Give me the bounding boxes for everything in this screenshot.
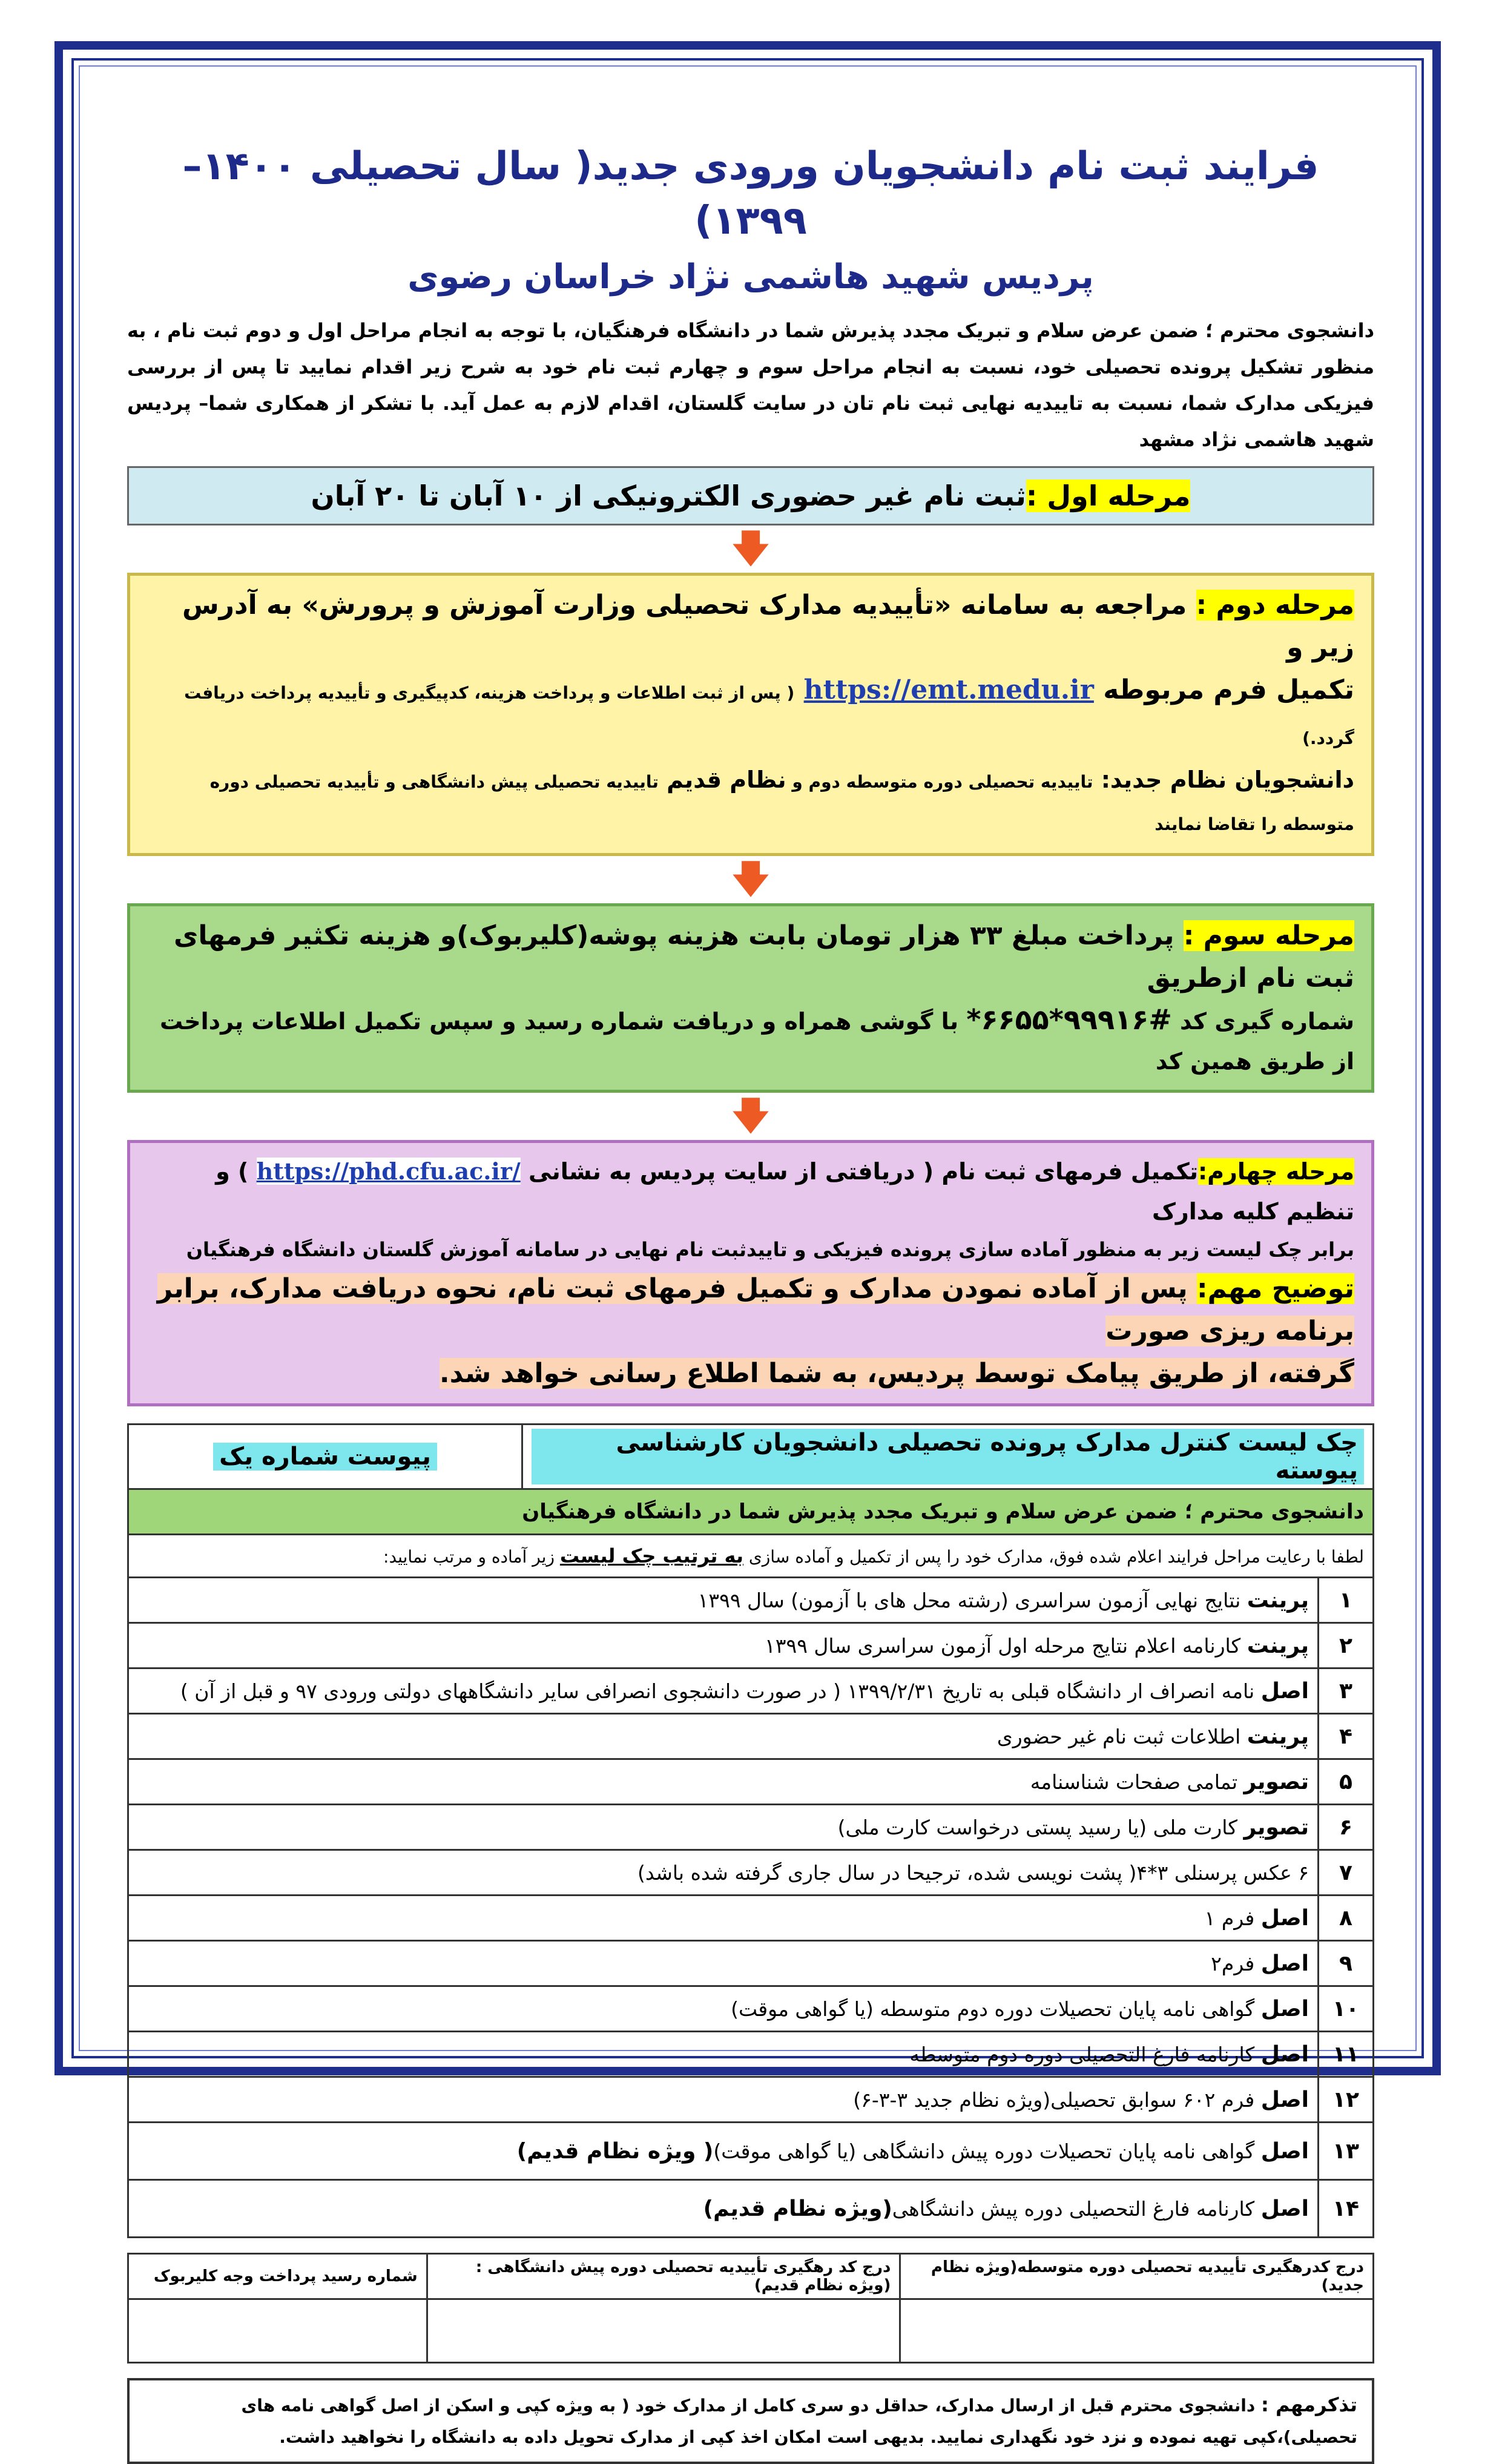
stage-1-label: مرحله اول : <box>1026 479 1191 512</box>
checklist-row-number: ۲ <box>1319 1623 1374 1668</box>
document-system-note: (ویژه نظام قدیم) <box>703 2196 892 2221</box>
checklist-row-number: ۱۴ <box>1319 2180 1374 2238</box>
document-description: تمامی صفحات شناسنامه <box>1030 1770 1244 1794</box>
document-content <box>127 139 1374 2464</box>
attachment-label: پیوست شماره یک <box>213 1443 437 1471</box>
document-type: تصویر <box>1243 1814 1309 1840</box>
old-system-tracking-header: درج کد رهگیری تأییدیه تحصیلی دوره پیش دانشگاهی : (ویژه نظام قدیم) <box>427 2254 900 2299</box>
checklist-row-number: ۱۲ <box>1319 2077 1374 2123</box>
stage-3-line2b: با گوشی همراه و دریافت شماره رسید و سپس تکمیل اطلاعات پرداخت از طریق همین کد <box>160 1008 1354 1075</box>
stage-2-line3b: تاییدیه تحصیلی دوره متوسطه دوم و <box>786 772 1093 792</box>
page-subtitle: پردیس شهید هاشمی نژاد خراسان رضوی <box>407 257 1094 297</box>
arrow-down-icon-1: 🡇 <box>731 527 771 572</box>
document-description: گواهی نامه پایان تحصیلات دوره دوم متوسطه (یا گواهی موقت) <box>731 1997 1261 2021</box>
document-description: کارنامه فارغ التحصیلی دوره پیش دانشگاهی <box>892 2196 1261 2221</box>
document-type: پرینت <box>1247 1587 1309 1613</box>
checklist-greeting: دانشجوی محترم ؛ ضمن عرض سلام و تبریک مجدد پذیرش شما در دانشگاه فرهنگیان <box>128 1489 1374 1535</box>
important-note-text-2: گرفته، از طریق پیامک توسط پردیس، به شما اطلاع رسانی خواهد شد. <box>439 1358 1354 1389</box>
stage-2-box <box>127 573 1374 856</box>
checklist-row-text <box>128 2032 1319 2077</box>
checklist-row-number: ۳ <box>1319 1668 1374 1714</box>
checklist-row-text <box>128 1896 1319 1941</box>
checklist-row-text <box>128 1759 1319 1805</box>
checklist-row-text <box>128 1941 1319 1986</box>
checklist-row-number: ۱۰ <box>1319 1986 1374 2032</box>
checklist-row-text <box>128 1668 1319 1714</box>
stage-2-line3a: دانشجویان نظام جدید: <box>1093 766 1354 793</box>
document-description: کارنامه اعلام نتایج مرحله اول آزمون سراسری سال ۱۳۹۹ <box>765 1633 1247 1658</box>
tracking-code-header <box>128 2254 1374 2299</box>
checklist-row-text <box>128 1850 1319 1896</box>
important-reminder <box>127 2378 1374 2464</box>
checklist-header-row <box>128 1425 1374 1489</box>
stage-2-line2a: تکمیل فرم مربوطه <box>1093 674 1354 705</box>
intro-text: ضمن عرض سلام و تبریک مجدد پذیرش شما در دانشگاه فرهنگیان، با توجه به انجام مراحل اول و دوم ثبت نام ، به منظور تشکیل پرونده تحصیلی خود، نسبت به انجام مراحل سوم و چهارم ثبت نام خود به شرح زیر اقدام نمایید تا پس از بررسی فیزیکی مدارک شما، نسبت به تاییدیه نهایی ثبت نام تان در سایت گلستان، اقدام لازم به عمل آید. با تشکر از همکاری شما– پردیس شهید هاشمی نژاد مشهد <box>127 319 1374 451</box>
stage-3-box <box>127 903 1374 1093</box>
stage-3-label: مرحله سوم : <box>1183 920 1354 951</box>
reminder-text: دانشجوی محترم قبل از ارسال مدارک، حداقل دو سری کامل از مدارک خود ( به ویژه کپی و اسکن از اصل گواهی نامه های تحصیلی)،کپی تهیه نموده و نزد خود نگهداری نمایید. بدیهی است امکان اخذ کپی از مدارک تحویل داده به دانشگاه را نخواهید داشت. <box>241 2396 1357 2447</box>
arrow-down-icon-2: 🡇 <box>731 857 771 902</box>
checklist-row-number: ۴ <box>1319 1714 1374 1759</box>
checklist-row-text <box>128 2077 1319 2123</box>
document-type: اصل <box>1260 2041 1309 2067</box>
checklist-row-text <box>128 1578 1319 1623</box>
document-description: کارت ملی (یا رسید پستی درخواست کارت ملی) <box>837 1815 1244 1839</box>
stage-2-line1: مراجعه به سامانه «تأییدیه مدارک تحصیلی وزارت آموزش و پرورش» به آدرس زیر و <box>182 590 1354 663</box>
checklist-row <box>128 1805 1374 1850</box>
checklist-row-number: ۱۱ <box>1319 2032 1374 2077</box>
document-description: فرم ۶۰۲ سوابق تحصیلی(ویژه نظام جدید ۳-۳-۶) <box>853 2087 1261 2112</box>
stage-4-line1a: تکمیل فرمهای ثبت نام ( دریافتی از سایت پردیس به نشانی <box>520 1158 1198 1185</box>
checklist-row-text <box>128 2123 1319 2180</box>
payment-receipt-field[interactable] <box>128 2299 427 2363</box>
payment-receipt-header: شماره رسید پرداخت وجه کلیربوک <box>128 2254 427 2299</box>
checklist-row <box>128 1941 1374 1986</box>
checklist-row <box>128 1986 1374 2032</box>
checklist-row <box>128 1759 1374 1805</box>
checklist-row-text <box>128 1714 1319 1759</box>
checklist-note-row <box>128 1535 1374 1578</box>
document-type: تصویر <box>1243 1769 1309 1794</box>
old-system-tracking-field[interactable] <box>427 2299 900 2363</box>
checklist-row <box>128 2077 1374 2123</box>
stage-2-line3c: نظام قدیم <box>658 766 786 793</box>
checklist-row-number: ۷ <box>1319 1850 1374 1896</box>
checklist-note-c: زیر آماده و مرتب نمایید: <box>383 1547 560 1567</box>
document-type: پرینت <box>1247 1633 1309 1658</box>
checklist-row <box>128 1896 1374 1941</box>
new-system-tracking-header: درج کدرهگیری تأییدیه تحصیلی دوره متوسطه(ویژه نظام جدید) <box>900 2254 1374 2299</box>
checklist-table <box>127 1423 1374 2238</box>
important-note-label: توضیح مهم: <box>1196 1273 1354 1304</box>
checklist-row-text <box>128 1623 1319 1668</box>
important-note-text: پس از آماده نمودن مدارک و تکمیل فرمهای ثبت نام، نحوه دریافت مدارک، برابر برنامه ریزی صورت <box>157 1273 1354 1346</box>
intro-lead: دانشجوی محترم ؛ <box>1205 319 1375 342</box>
document-type: اصل <box>1260 1678 1309 1704</box>
checklist-row-number: ۵ <box>1319 1759 1374 1805</box>
reminder-label: تذکرمهم : <box>1261 2393 1357 2416</box>
emt-medu-link[interactable]: https://emt.medu.ir <box>803 674 1094 705</box>
stage-3-line2a: شماره گیری کد <box>1171 1008 1354 1035</box>
checklist-row-number: ۶ <box>1319 1805 1374 1850</box>
document-type: اصل <box>1260 1951 1309 1976</box>
stage-1-text: ثبت نام غیر حضوری الکترونیکی از ۱۰ آبان تا ۲۰ آبان <box>311 479 1026 512</box>
checklist-row <box>128 1578 1374 1623</box>
checklist-row-number: ۹ <box>1319 1941 1374 1986</box>
document-system-note: ( ویژه نظام قدیم) <box>516 2138 714 2164</box>
document-description: کارنامه فارغ التحصیلی دوره دوم متوسطه <box>909 2042 1261 2066</box>
stage-4-box <box>127 1140 1374 1406</box>
checklist-row <box>128 1714 1374 1759</box>
document-type: اصل <box>1260 1996 1309 2021</box>
checklist-title: چک لیست کنترل مدارک پرونده تحصیلی دانشجویان کارشناسی پیوسته <box>532 1429 1364 1484</box>
checklist-row-number: ۱۳ <box>1319 2123 1374 2180</box>
intro-paragraph <box>127 312 1374 458</box>
checklist-items <box>128 1578 1374 2238</box>
page-title: فرایند ثبت نام دانشجویان ورودی جدید( سال تحصیلی ۱۴۰۰– ۱۳۹۹) <box>182 144 1319 243</box>
document-description: نتایج نهایی آزمون سراسری (رشته محل های با آزمون) سال ۱۳۹۹ <box>697 1588 1247 1612</box>
stage-3-line1: پرداخت مبلغ ۳۳ هزار تومان بابت هزینه پوشه(کلیربوک)و هزینه تکثیر فرمهای ثبت نام ازطریق <box>174 920 1354 993</box>
document-type: اصل <box>1260 1905 1309 1931</box>
checklist-note-b: به ترتیب چک لیست <box>559 1544 743 1567</box>
stage-4-label: مرحله چهارم: <box>1197 1158 1354 1185</box>
phd-cfu-link[interactable]: https://phd.cfu.ac.ir/ <box>256 1158 521 1185</box>
document-type: اصل <box>1260 2196 1309 2221</box>
checklist-row <box>128 1668 1374 1714</box>
stage-4-line2: برابر چک لیست زیر به منظور آماده سازی پرونده فیزیکی و تاییدثبت نام نهایی در سامانه آموزش گلستان دانشگاه فرهنگیان <box>186 1238 1354 1261</box>
stage-2-label: مرحله دوم : <box>1196 590 1354 621</box>
document-type: اصل <box>1260 2087 1309 2112</box>
stage-2-line3d: تاییدیه تحصیلی پیش دانشگاهی و تأییدیه تحصیلی دوره متوسطه را تقاضا نمایند <box>209 772 1354 834</box>
document-description: گواهی نامه پایان تحصیلات دوره پیش دانشگاهی (یا گواهی موقت) <box>713 2139 1261 2163</box>
new-system-tracking-field[interactable] <box>900 2299 1374 2363</box>
checklist-greeting-row <box>128 1489 1374 1535</box>
tracking-code-entry-row <box>128 2299 1374 2363</box>
checklist-row-text <box>128 1805 1319 1850</box>
document-type: اصل <box>1260 2138 1309 2164</box>
document-description: اطلاعات ثبت نام غیر حضوری <box>996 1724 1247 1748</box>
checklist-row <box>128 2180 1374 2238</box>
checklist-row <box>128 2032 1374 2077</box>
checklist-row <box>128 1850 1374 1896</box>
ussd-code: #۹۹۹۱۶*۶۶۵۵* <box>966 1003 1172 1036</box>
document-description: فرم۲ <box>1211 1951 1261 1975</box>
stage-2-line2b: ( پس از ثبت اطلاعات و پرداخت هزینه، کدپیگیری و تأییدیه پرداخت دریافت گردد.) <box>184 683 1354 748</box>
tracking-code-table <box>127 2253 1374 2364</box>
document-description: نامه انصراف ار دانشگاه قبلی به تاریخ ۱۳۹۹/۲/۳۱ ( در صورت دانشجوی انصرافی سایر دانشگاههای دولتی ورودی ۹۷ و قبل از آن ) <box>180 1679 1261 1703</box>
document-type: پرینت <box>1247 1724 1309 1749</box>
stage-1-box <box>127 466 1374 525</box>
checklist-row <box>128 2123 1374 2180</box>
checklist-row-number: ۱ <box>1319 1578 1374 1623</box>
checklist-row <box>128 1623 1374 1668</box>
arrow-down-icon-3: 🡇 <box>731 1094 771 1139</box>
checklist-row-text <box>128 1986 1319 2032</box>
checklist-row-text <box>128 2180 1319 2238</box>
document-description: ۶ عکس پرسنلی ۳*۴( پشت نویسی شده، ترجیحا در سال جاری گرفته شده باشد) <box>637 1860 1309 1885</box>
checklist-row-number: ۸ <box>1319 1896 1374 1941</box>
document-description: فرم ۱ <box>1204 1906 1261 1930</box>
checklist-note-a: لطفا با رعایت مراحل فرایند اعلام شده فوق، مدارک خود را پس از تکمیل و آماده سازی <box>743 1547 1364 1567</box>
stage-4-line1b: ) و تنظیم کلیه مدارک <box>216 1158 1354 1225</box>
